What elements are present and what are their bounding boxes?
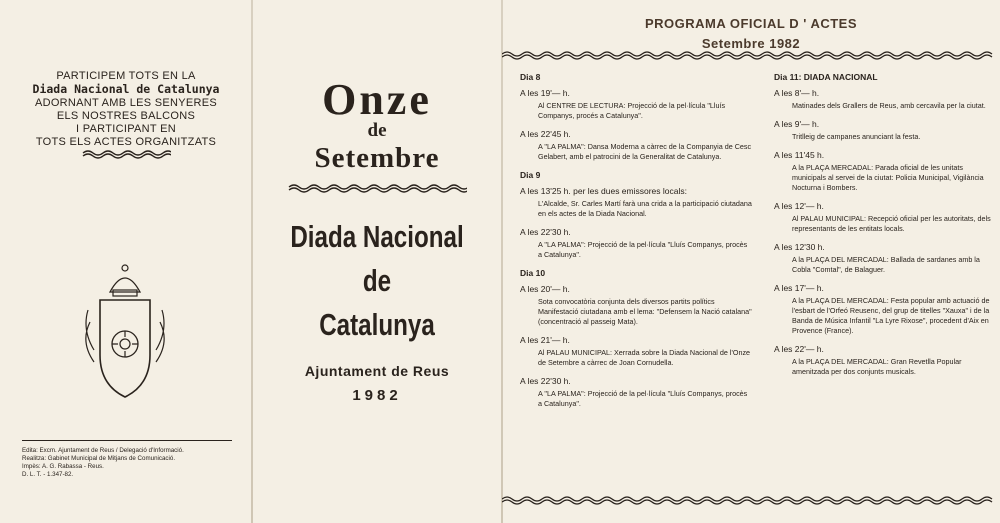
event-description: Al PALAU MUNICIPAL: Xerrada sobre la Diada Nacional de l'Onze de Setembre a càrrec de Joan Cornudella. <box>538 348 751 367</box>
event-time: A les 22'45 h. <box>520 129 571 139</box>
cover-ajuntament: Ajuntament de Reus <box>304 363 450 379</box>
day-heading: Dia 10 <box>520 268 546 278</box>
event-description: Sota convocatòria conjunta dels diversos partits polítics Manifestació ciutadana amb el lema: "Defensem la Nació catalana" (concentració al passeig Mata). <box>538 297 752 326</box>
wave-divider <box>81 149 171 159</box>
event-time: A les 22'30 h. <box>520 376 571 386</box>
cover-title-onze: Onze <box>322 75 432 124</box>
day-heading: Dia 9 <box>520 170 541 180</box>
day-block <box>520 170 752 260</box>
cover-diada-line: Catalunya <box>319 307 435 342</box>
cover-title-de: de <box>367 120 387 141</box>
event-time: A les 17'— h. <box>774 283 824 293</box>
cover-diada-line: de <box>362 263 392 298</box>
intro-bold-line: Diada Nacional de Catalunya <box>32 82 220 96</box>
intro-text <box>14 70 238 149</box>
intro-line: ELS NOSTRES BALCONS <box>56 110 196 122</box>
intro-line: PARTICIPEM TOTS EN LA <box>56 70 196 82</box>
cover-title-setembre: Setembre <box>314 142 440 174</box>
event-description: Matinades dels Grallers de Reus, amb cercavila per la ciutat. <box>792 101 986 110</box>
event-description: Tritlleig de campanes anunciant la festa. <box>792 132 921 141</box>
event-description: A la PLAÇA DEL MERCADAL: Ballada de sardanes amb la Cobla "Comtal", de Balaguer. <box>792 255 980 274</box>
event-time: A les 22'30 h. <box>520 227 571 237</box>
event-time: A les 21'— h. <box>520 335 570 345</box>
cover-diada-line: Diada Nacional <box>290 219 464 254</box>
event-time: A les 8'— h. <box>774 88 820 98</box>
day-block <box>520 72 752 162</box>
programme-column-b <box>774 72 992 385</box>
event-description: Al CENTRE DE LECTURA: Projecció de la pel·lícula "Lluís Companys, procés a Catalunya". <box>538 101 726 120</box>
event-time: A les 13'25 h. per les dues emissores locals: <box>520 186 687 196</box>
left-panel <box>0 0 252 523</box>
programme-column-a <box>520 72 752 417</box>
day-heading: Dia 8 <box>520 72 541 82</box>
event-time: A les 20'— h. <box>520 284 570 294</box>
event-time: A les 12'— h. <box>774 201 824 211</box>
intro-line: ADORNANT AMB LES SENYERES <box>34 97 218 109</box>
event-description: A "LA PALMA": Dansa Moderna a càrrec de la Companyia de Cesc Gelabert, amb el patrocini de la Generalitat de Catalunya. <box>538 142 752 161</box>
event-description: Al PALAU MUNICIPAL: Recepció oficial per les autoritats, dels representants de les entitats locals. <box>792 214 991 233</box>
event-time: A les 22'— h. <box>774 344 824 354</box>
day-block <box>520 268 752 409</box>
programme-title: PROGRAMA OFICIAL D ' ACTES <box>644 16 858 31</box>
credits-block <box>22 440 232 479</box>
event-time: A les 9'— h. <box>774 119 820 129</box>
credit-line: D. L. T. - 1.347-82. <box>22 471 74 478</box>
credit-line: Edita: Excm. Ajuntament de Reus / Delegació d'Informació. <box>22 447 184 454</box>
event-description: A la PLAÇA DEL MERCADAL: Gran Revetlla Popular amenitzada per dos conjunts musicals. <box>792 357 962 376</box>
wave-divider <box>502 50 1000 60</box>
day-heading: Dia 11: DIADA NACIONAL <box>774 72 878 82</box>
programme-subtitle: Setembre 1982 <box>701 36 801 51</box>
credit-line: Impès: A. G. Rabassa - Reus. <box>22 463 104 470</box>
credit-line: Realitza: Gabinet Municipal de Mitjans de Comunicació. <box>22 455 176 462</box>
cover-year: 1982 <box>352 387 402 404</box>
event-time: A les 19'— h. <box>520 88 570 98</box>
programme-header <box>502 14 1000 54</box>
event-description: A "LA PALMA": Projecció de la pel·lícula "Lluís Companys, procès a Catalunya". <box>538 240 748 259</box>
wave-divider <box>502 495 1000 505</box>
event-time: A les 11'45 h. <box>774 150 825 160</box>
event-time: A les 12'30 h. <box>774 242 825 252</box>
event-description: A la PLAÇA MERCADAL: Parada oficial de les unitats municipals al servei de la ciutat: Policia Municipal, Vigilància Nocturna i Bombers. <box>792 163 984 192</box>
cover-panel <box>252 0 502 523</box>
event-description: A la PLAÇA DEL MERCADAL: Festa popular amb actuació de l'esbart de l'Orfeó Reusenc, del grup de titelles "Xauxa" i de la Banda de Música Infantil "La Lyre Rixose", procedent d'Aix en Provence (France). <box>792 296 990 335</box>
intro-line: TOTS ELS ACTES ORGANITZATS <box>35 136 217 148</box>
reus-coat-of-arms-icon <box>80 262 170 402</box>
event-description: L'Alcalde, Sr. Carles Martí farà una crida a la participació ciutadana en els actes de la Diada Nacional. <box>538 199 752 218</box>
programme-panel <box>502 0 1000 523</box>
event-description: A "LA PALMA": Projecció de la pel·lícula "Lluís Companys, procès a Catalunya". <box>538 389 748 408</box>
intro-line: I PARTICIPANT EN <box>76 123 176 135</box>
wave-divider <box>287 183 467 193</box>
